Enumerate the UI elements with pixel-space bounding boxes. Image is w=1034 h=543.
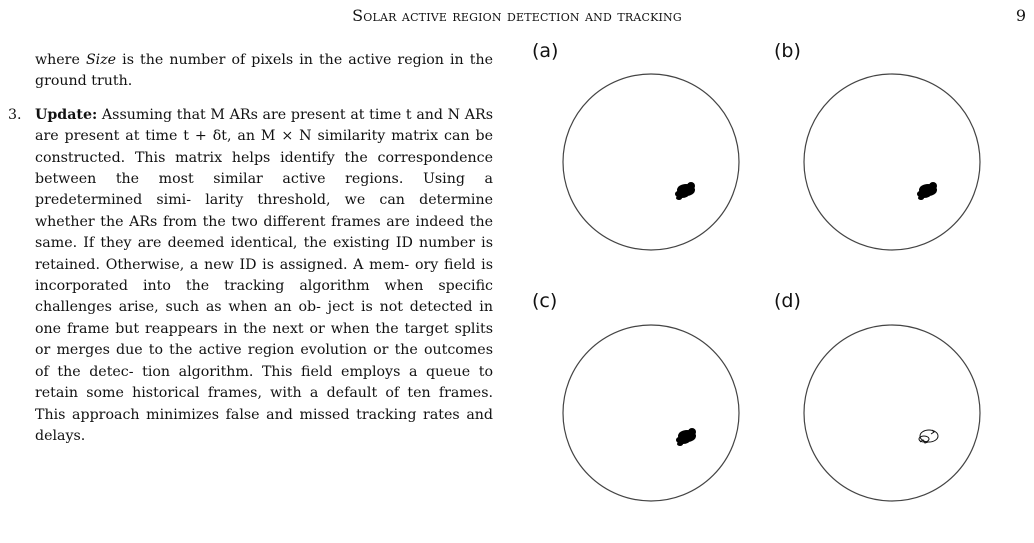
body-line: some historical frames, with a default of ten frames. xyxy=(78,385,493,402)
intro-size-term: Size xyxy=(85,52,117,68)
panel-image xyxy=(526,290,756,542)
panel-image xyxy=(768,290,998,542)
list-item-update xyxy=(8,105,493,448)
solar-disk xyxy=(563,325,739,501)
list-item-body xyxy=(35,107,493,444)
body-line: ject is not detected in one frame but reappears in the xyxy=(35,299,493,337)
body-line: similar active regions. Using a predetermined simi- xyxy=(35,171,493,209)
panel-d xyxy=(768,290,998,542)
body-line: larity threshold, we can determine whether the ARs xyxy=(35,192,493,230)
active-region-blob xyxy=(917,182,937,200)
body-line: t and N ARs are present at time t + δt, an M × N xyxy=(35,106,493,145)
panel-a xyxy=(526,40,756,292)
body-line: they are deemed identical, the existing ID number is xyxy=(94,235,493,252)
body-line: tion algorithm. This field employs a queue to retain xyxy=(35,363,493,402)
intro-text-1: where xyxy=(35,52,86,68)
panel-label: (b) xyxy=(774,40,801,62)
solar-disk xyxy=(804,74,980,250)
figure-detection-panels xyxy=(520,40,1020,543)
body-line: ory field is incorporated into the tracking algorithm xyxy=(35,256,493,295)
body-line: similarity matrix can be constructed. This matrix xyxy=(35,128,493,166)
intro-paragraph xyxy=(8,50,493,93)
body-line: This approach minimizes false and missed tracking xyxy=(35,406,417,423)
panel-c xyxy=(526,290,756,542)
active-region-outline xyxy=(919,430,938,443)
page-number: 9 xyxy=(1015,6,1026,25)
panel-b xyxy=(768,40,998,292)
body-line: next or when the target splits or merges due to the xyxy=(35,320,493,359)
intro-text-2: is the number of pixels in the active region in the ground truth. xyxy=(35,52,493,90)
list-item-number: 3. xyxy=(8,106,22,123)
solar-disk xyxy=(804,325,980,501)
body-line: rates and delays. xyxy=(35,406,493,444)
panel-image xyxy=(526,40,756,292)
body-line: when specific challenges arise, such as when an ob- xyxy=(35,278,493,316)
active-region-blob xyxy=(676,428,696,446)
body-line: from the two different frames are indeed the same. If xyxy=(35,213,493,252)
body-line: active region evolution or the outcomes of the detec- xyxy=(35,342,493,380)
panel-label: (d) xyxy=(774,290,801,312)
panel-label: (a) xyxy=(532,40,559,62)
panel-image xyxy=(768,40,998,292)
body-line: Assuming that M ARs are present at time xyxy=(97,106,402,123)
panel-label: (c) xyxy=(532,290,558,312)
body-line: helps identify the correspondence between the most xyxy=(35,149,493,188)
page-header xyxy=(0,6,1034,28)
list-item-title: Update: xyxy=(35,106,98,123)
active-region-blob xyxy=(675,182,695,200)
solar-disk xyxy=(563,74,739,250)
body-line: retained. Otherwise, a new ID is assigned. A mem- xyxy=(35,256,410,273)
running-title: Solar active region detection and tracking xyxy=(352,6,682,25)
body-text-column xyxy=(8,50,493,447)
